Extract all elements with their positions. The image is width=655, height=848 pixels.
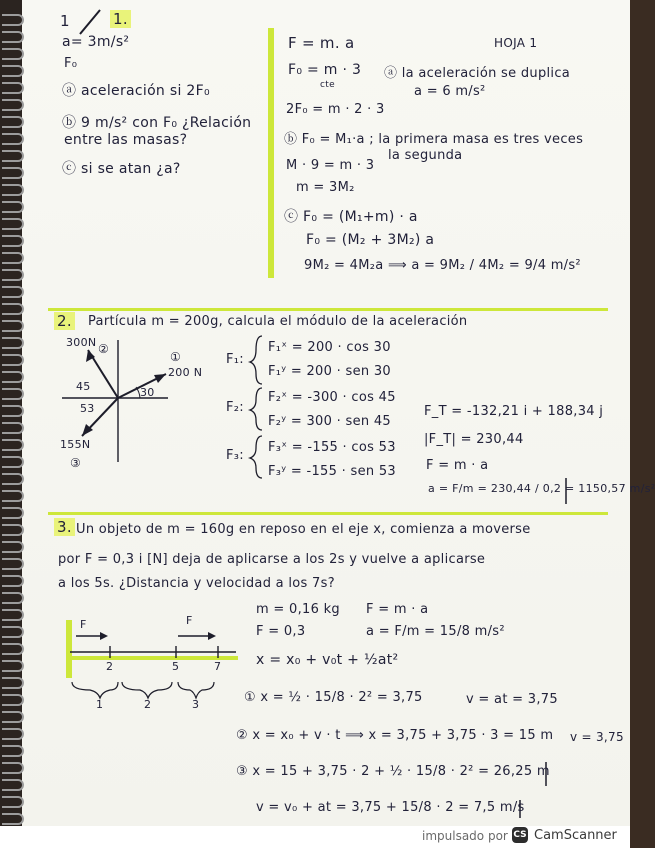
spiral-ring <box>2 643 24 655</box>
spiral-ring <box>2 388 24 400</box>
spiral-ring <box>2 575 24 587</box>
problem3-statement-1: Un objeto de m = 160g en reposo en el eje x, comienza a moverse <box>76 522 531 537</box>
f3y-component: F₃ʸ = -155 · sen 53 <box>268 464 396 479</box>
spiral-ring <box>2 14 24 26</box>
spiral-ring <box>2 694 24 706</box>
spiral-ring <box>2 337 24 349</box>
f1x-component: F₁ˣ = 200 · cos 30 <box>268 340 391 355</box>
force-300-label: 300N <box>66 336 97 349</box>
spiral-ring <box>2 201 24 213</box>
f2-label: F₂: <box>226 400 244 415</box>
spiral-ring <box>2 320 24 332</box>
f1y-component: F₁ʸ = 200 · sen 30 <box>268 364 391 379</box>
stage1-velocity: v = at = 3,75 <box>466 692 558 707</box>
eq-mass-result: m = 3M₂ <box>296 180 355 195</box>
eq-newton: F = m. a <box>288 34 355 52</box>
force-vector-label-1: F <box>80 618 87 631</box>
problem2-number: 2. <box>54 312 75 330</box>
spiral-ring <box>2 558 24 570</box>
force-value: F = 0,3 <box>256 624 306 639</box>
problem1-number: 1. <box>110 10 131 28</box>
cte-note: cte <box>320 80 335 90</box>
angle-53-label: 53 <box>80 402 95 415</box>
spiral-ring <box>2 82 24 94</box>
position-equation: x = x₀ + v₀t + ½at² <box>256 652 399 668</box>
newton-law-3: F = m · a <box>366 602 429 617</box>
spiral-ring <box>2 813 24 825</box>
force-vector-label-2: F <box>186 614 193 627</box>
problem1-force: F₀ <box>64 56 78 71</box>
spiral-ring <box>2 99 24 111</box>
answer-c-line2: F₀ = (M₂ + 3M₂) a <box>306 232 435 248</box>
force-200-arrowhead <box>154 374 166 383</box>
eq-f0: F₀ = m · 3 <box>288 62 362 78</box>
answer-c-line1: ⓒ F₀ = (M₁+m) · a <box>284 209 418 225</box>
segment-2-label: 2 <box>144 698 152 711</box>
answer-b-line1: ⓑ F₀ = M₁·a ; la primera masa es tres veces <box>284 132 584 147</box>
sheet-label: HOJA 1 <box>494 36 538 50</box>
time-tick-2: 2 <box>106 660 114 673</box>
stage2-position: ② x = x₀ + v · t ⟹ x = 3,75 + 3,75 · 3 = 15 m <box>236 728 554 743</box>
spiral-ring <box>2 728 24 740</box>
problem3-statement-3: a los 5s. ¿Distancia y velocidad a los 7s? <box>58 576 335 591</box>
camscanner-logo-icon: CS <box>512 827 528 843</box>
brace-seg-1 <box>72 682 118 698</box>
spiral-ring <box>2 439 24 451</box>
bracket-f1 <box>250 336 262 384</box>
force-155-label: 155N <box>60 438 91 451</box>
f3x-component: F₃ˣ = -155 · cos 53 <box>268 440 396 455</box>
problem3-statement-2: por F = 0,3 i [N] deja de aplicarse a los 2s y vuelve a aplicarse <box>58 552 486 567</box>
spiral-ring <box>2 745 24 757</box>
spiral-ring <box>2 405 24 417</box>
answer-c-line3: 9M₂ = 4M₂a ⟹ a = 9M₂ / 4M₂ = 9/4 m/s² <box>304 258 581 273</box>
spiral-ring <box>2 354 24 366</box>
spiral-ring <box>2 235 24 247</box>
camscanner-brand-name: CamScanner <box>534 828 617 843</box>
bracket-f2 <box>250 388 262 430</box>
spiral-ring <box>2 677 24 689</box>
spiral-ring <box>2 167 24 179</box>
problem1-question-a: ⓐ aceleración si 2F₀ <box>62 83 210 99</box>
problem1-question-c: ⓒ si se atan ¿a? <box>62 161 181 177</box>
force-arrow-2-head <box>208 632 216 640</box>
spiral-ring <box>2 269 24 281</box>
problem1-question-b2: entre las masas? <box>64 132 188 148</box>
circle-3-label: ③ <box>70 456 82 470</box>
eq-double-force: 2F₀ = m · 2 · 3 <box>286 102 385 117</box>
spiral-ring <box>2 541 24 553</box>
spiral-ring <box>2 218 24 230</box>
spiral-ring <box>2 422 24 434</box>
spiral-ring <box>2 762 24 774</box>
brace-seg-3 <box>178 682 214 698</box>
spiral-ring <box>2 473 24 485</box>
answer-b-line2: la segunda <box>388 148 463 163</box>
total-force: F_T = -132,21 i + 188,34 j <box>424 404 604 419</box>
total-force-modulus: |F_T| = 230,44 <box>424 432 524 447</box>
spiral-ring <box>2 150 24 162</box>
stage3-velocity: v = v₀ + at = 3,75 + 15/8 · 2 = 7,5 m/s <box>256 800 525 815</box>
spiral-ring <box>2 116 24 128</box>
spiral-ring <box>2 490 24 502</box>
force-arrow-1-head <box>100 632 108 640</box>
stage1-position: ① x = ½ · 15/8 · 2² = 3,75 <box>244 690 423 705</box>
spiral-ring <box>2 184 24 196</box>
problem1-question-b1: ⓑ 9 m/s² con F₀ ¿Relación <box>62 115 252 131</box>
spiral-ring <box>2 303 24 315</box>
spiral-ring <box>2 456 24 468</box>
problem3-number: 3. <box>54 518 75 536</box>
spiral-ring <box>2 48 24 60</box>
spiral-ring <box>2 524 24 536</box>
problem1-accel: a= 3m/s² <box>62 34 130 50</box>
force-200-label: 200 N <box>168 366 203 379</box>
bracket-f3 <box>250 436 262 478</box>
circle-2-label: ② <box>98 342 110 356</box>
spiral-ring <box>2 507 24 519</box>
slash-mark <box>80 10 100 34</box>
spiral-ring <box>2 779 24 791</box>
stage2-velocity: v = 3,75 <box>570 730 624 744</box>
stage3-position: ③ x = 15 + 3,75 · 2 + ½ · 15/8 · 2² = 26,25 m <box>236 764 550 779</box>
angle-30-label: 30 <box>140 386 155 399</box>
spiral-ring <box>2 133 24 145</box>
mass-value: m = 0,16 kg <box>256 602 340 617</box>
f2y-component: F₂ʸ = 300 · sen 45 <box>268 414 391 429</box>
angle-45-label: 45 <box>76 380 91 393</box>
spiral-ring <box>2 286 24 298</box>
spiral-ring <box>2 609 24 621</box>
spiral-ring <box>2 371 24 383</box>
answer-a-line2: a = 6 m/s² <box>414 84 486 99</box>
segment-1-label: 1 <box>96 698 104 711</box>
segment-3-label: 3 <box>192 698 200 711</box>
problem2-result: a = F/m = 230,44 / 0,2 = 1150,57 m/s² <box>428 482 655 495</box>
time-tick-7: 7 <box>214 660 222 673</box>
spiral-ring <box>2 31 24 43</box>
f1-label: F₁: <box>226 352 244 367</box>
spiral-ring <box>2 592 24 604</box>
problem1-given-mark: 1 <box>60 12 70 30</box>
eq-mass-relation: M · 9 = m · 3 <box>286 158 375 173</box>
answer-a-line1: ⓐ la aceleración se duplica <box>384 66 571 81</box>
time-tick-5: 5 <box>172 660 180 673</box>
spiral-ring <box>2 796 24 808</box>
spiral-ring <box>2 626 24 638</box>
spiral-ring <box>2 711 24 723</box>
spiral-ring <box>2 65 24 77</box>
acceleration-result: a = F/m = 15/8 m/s² <box>366 624 505 639</box>
powered-by-label: impulsado por <box>422 829 508 843</box>
newton-law-2: F = m · a <box>426 458 489 473</box>
f2x-component: F₂ˣ = -300 · cos 45 <box>268 390 396 405</box>
spiral-ring <box>2 252 24 264</box>
brace-seg-2 <box>122 682 172 698</box>
circle-1-label: ① <box>170 350 182 364</box>
spiral-ring <box>2 660 24 672</box>
problem2-statement: Partícula m = 200g, calcula el módulo de la aceleración <box>88 314 468 329</box>
f3-label: F₃: <box>226 448 244 463</box>
